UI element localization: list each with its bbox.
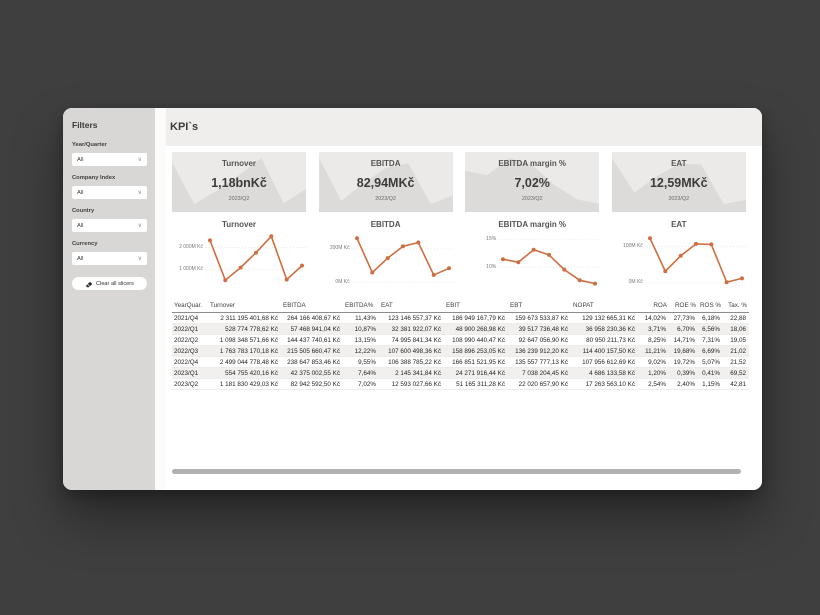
slicer-country — [72, 208, 147, 232]
y-axis-tick-label: 100M Kč — [623, 243, 643, 250]
table-cell: 14,02% — [638, 313, 669, 324]
table-cell: 123 146 557,37 Kč — [379, 313, 444, 324]
chevron-down-icon: ∨ — [137, 189, 142, 196]
table-cell: 42,81 — [723, 379, 749, 390]
table-cell: 2023/Q1 — [172, 368, 208, 379]
table-cell: 13,15% — [343, 335, 379, 346]
data-point[interactable] — [431, 273, 435, 277]
table-cell: 135 557 777,13 Kč — [508, 357, 571, 368]
table-cell: 129 132 665,31 Kč — [571, 313, 638, 324]
kpi-title: EBITDA margin % — [498, 159, 567, 168]
table-cell: 2 311 195 401,68 Kč — [208, 313, 281, 324]
slicer-selected-value: All — [77, 255, 84, 262]
table-cell: 108 990 440,47 Kč — [444, 335, 508, 346]
table-cell: 7,64% — [343, 368, 379, 379]
kpi-table — [172, 300, 749, 390]
slicer-selected-value: All — [77, 189, 84, 196]
line-chart-turnover[interactable] — [172, 220, 306, 298]
table-cell: 2021/Q4 — [172, 313, 208, 324]
table-cell: 0,41% — [698, 368, 723, 379]
kpi-value: 7,02% — [514, 176, 550, 190]
table-cell: 6,70% — [669, 324, 698, 335]
data-point[interactable] — [355, 236, 359, 240]
table-cell: 3,71% — [638, 324, 669, 335]
kpi-card-ebitda[interactable] — [319, 152, 453, 212]
y-axis — [465, 234, 499, 292]
y-axis — [172, 234, 206, 292]
page-title: KPI`s — [170, 121, 199, 133]
slicer-company-index — [72, 175, 147, 199]
table-cell: 159 673 533,87 Kč — [508, 313, 571, 324]
data-point[interactable] — [694, 242, 698, 246]
data-point[interactable] — [223, 278, 227, 282]
line-chart-ebitda-margin-[interactable] — [465, 220, 599, 298]
data-point[interactable] — [385, 256, 389, 260]
filters-title: Filters — [72, 120, 98, 130]
data-point[interactable] — [401, 244, 405, 248]
data-point[interactable] — [447, 266, 451, 270]
table-cell: 57 468 941,04 Kč — [281, 324, 343, 335]
column-header-ros-%[interactable]: ROS % — [698, 300, 723, 313]
table-cell: 92 647 056,90 Kč — [508, 335, 571, 346]
data-point[interactable] — [578, 278, 582, 282]
kpi-title: EBITDA — [370, 159, 401, 168]
data-point[interactable] — [547, 253, 551, 257]
table-cell: 106 388 785,22 Kč — [379, 357, 444, 368]
table-cell: 238 647 853,46 Kč — [281, 357, 343, 368]
slicer-label: Currency — [72, 241, 98, 247]
data-point[interactable] — [300, 264, 304, 268]
chart-plot-area — [612, 234, 746, 292]
table-cell: 22,88 — [723, 313, 749, 324]
table-row[interactable] — [172, 346, 749, 357]
y-axis-tick-label: 1 000M Kč — [179, 266, 203, 273]
report-title-band — [166, 108, 762, 146]
column-header-nopat[interactable]: NOPAT — [571, 300, 638, 313]
kpi-title: EAT — [671, 159, 687, 168]
table-header-row — [172, 300, 749, 313]
y-axis-tick-label: 0M Kč — [335, 278, 350, 285]
data-point[interactable] — [532, 248, 536, 252]
table-cell: 27,73% — [669, 313, 698, 324]
table-cell: 6,56% — [698, 324, 723, 335]
table-cell: 11,21% — [638, 346, 669, 357]
slicer-selected-value: All — [77, 156, 84, 163]
column-header-eat[interactable]: EAT — [379, 300, 444, 313]
data-point[interactable] — [501, 257, 505, 261]
table-cell: 186 949 167,79 Kč — [444, 313, 508, 324]
table-cell: 51 165 311,28 Kč — [444, 379, 508, 390]
column-header-roe-%[interactable]: ROE % — [669, 300, 698, 313]
chevron-down-icon: ∨ — [137, 255, 142, 262]
table-cell: 2 499 044 778,48 Kč — [208, 357, 281, 368]
chart-plot-area — [465, 234, 599, 292]
table-cell: 554 755 420,16 Kč — [208, 368, 281, 379]
table-cell: 74 995 841,34 Kč — [379, 335, 444, 346]
y-axis-tick-label: 10% — [486, 263, 497, 270]
chart-plot — [206, 234, 306, 292]
column-header-ebit[interactable]: EBIT — [444, 300, 508, 313]
table-cell: 21,52 — [723, 357, 749, 368]
table-cell: 9,02% — [638, 357, 669, 368]
chevron-down-icon: ∨ — [137, 222, 142, 229]
line-chart-row — [172, 220, 746, 298]
table-cell: 2022/Q1 — [172, 324, 208, 335]
table-cell: 2023/Q2 — [172, 379, 208, 390]
table-row[interactable] — [172, 313, 749, 324]
table-cell: 2,40% — [669, 379, 698, 390]
table-cell: 2,54% — [638, 379, 669, 390]
table-cell: 22 020 657,90 Kč — [508, 379, 571, 390]
table-cell: 19,72% — [669, 357, 698, 368]
dashboard-card — [63, 108, 762, 490]
table-cell: 158 896 253,05 Kč — [444, 346, 508, 357]
data-point[interactable] — [663, 269, 667, 273]
table-cell: 8,25% — [638, 335, 669, 346]
table-cell: 6,18% — [698, 313, 723, 324]
column-header-turnover[interactable]: Turnover — [208, 300, 281, 313]
kpi-value: 82,94MKč — [356, 176, 415, 190]
slicer-year-quarter — [72, 142, 147, 166]
table-cell: 32 381 922,07 Kč — [379, 324, 444, 335]
table-cell: 24 271 916,44 Kč — [444, 368, 508, 379]
slicer-dropdown[interactable] — [72, 219, 147, 232]
table-cell: 107 956 612,69 Kč — [571, 357, 638, 368]
data-point[interactable] — [724, 280, 728, 284]
kpi-value: 12,59MKč — [649, 176, 708, 190]
table-cell: 528 774 778,62 Kč — [208, 324, 281, 335]
line-chart-eat[interactable] — [612, 220, 746, 298]
table-cell: 6,69% — [698, 346, 723, 357]
data-point[interactable] — [562, 268, 566, 272]
table-cell: 114 400 157,50 Kč — [571, 346, 638, 357]
column-header-yearquar-[interactable]: YearQuar. — [172, 300, 208, 313]
column-header-tax-%[interactable]: Tax. % — [723, 300, 749, 313]
table-cell: 7,31% — [698, 335, 723, 346]
table-cell: 69,52 — [723, 368, 749, 379]
chart-plot — [353, 234, 453, 292]
kpi-card-eat[interactable] — [612, 152, 746, 212]
kpi-period: 2023/Q2 — [668, 196, 690, 202]
data-point[interactable] — [254, 251, 258, 255]
kpi-card-turnover[interactable] — [172, 152, 306, 212]
y-axis-tick-label: 200M Kč — [329, 245, 350, 252]
table-cell: 107 600 498,36 Kč — [379, 346, 444, 357]
chart-title: EAT — [671, 220, 687, 229]
table-cell: 18,06 — [723, 324, 749, 335]
chart-title: EBITDA margin % — [498, 220, 567, 229]
eraser-icon — [85, 280, 93, 288]
data-point[interactable] — [678, 254, 682, 258]
data-point[interactable] — [239, 266, 243, 270]
table-cell: 7 038 204,45 Kč — [508, 368, 571, 379]
table-cell: 0,39% — [669, 368, 698, 379]
horizontal-scrollbar[interactable] — [172, 469, 741, 474]
table-cell: 12 593 027,66 Kč — [379, 379, 444, 390]
table-cell: 2022/Q3 — [172, 346, 208, 357]
chart-plot — [499, 234, 599, 292]
table-cell: 82 942 592,50 Kč — [281, 379, 343, 390]
table-cell: 1 098 348 571,66 Kč — [208, 335, 281, 346]
table-cell: 7,02% — [343, 379, 379, 390]
data-point[interactable] — [593, 282, 597, 286]
slicer-dropdown[interactable] — [72, 186, 147, 199]
chart-title: EBITDA — [370, 220, 401, 229]
chart-line — [210, 236, 302, 280]
slicer-label: Company Index — [72, 175, 116, 181]
table-row[interactable] — [172, 368, 749, 379]
line-chart-ebitda[interactable] — [319, 220, 453, 298]
data-point[interactable] — [709, 242, 713, 246]
chart-title: Turnover — [221, 220, 257, 229]
slicer-currency — [72, 241, 147, 265]
kpi-period: 2023/Q2 — [521, 196, 543, 202]
chevron-down-icon: ∨ — [137, 156, 142, 163]
table-cell: 2 145 341,84 Kč — [379, 368, 444, 379]
table-cell: 48 900 268,98 Kč — [444, 324, 508, 335]
clear-all-slicers-button[interactable] — [72, 277, 147, 290]
data-point[interactable] — [269, 234, 273, 238]
table-cell: 1 763 783 170,18 Kč — [208, 346, 281, 357]
slicer-list — [72, 142, 147, 265]
table-cell: 1,15% — [698, 379, 723, 390]
table-cell: 5,07% — [698, 357, 723, 368]
data-point[interactable] — [740, 276, 744, 280]
table-cell: 21,02 — [723, 346, 749, 357]
data-point[interactable] — [285, 278, 289, 282]
chart-plot-area — [319, 234, 453, 292]
table-cell: 14,71% — [669, 335, 698, 346]
kpi-card-ebitda-margin-[interactable] — [465, 152, 599, 212]
y-axis-tick-label: 15% — [486, 236, 497, 242]
scrollbar-gutter[interactable] — [155, 108, 166, 490]
table-cell: 11,43% — [343, 313, 379, 324]
table-row[interactable] — [172, 335, 749, 346]
table-row[interactable] — [172, 357, 749, 368]
data-point[interactable] — [208, 238, 212, 242]
data-point[interactable] — [370, 271, 374, 275]
slicer-label: Year/Quarter — [72, 142, 107, 148]
table-cell: 215 505 660,47 Kč — [281, 346, 343, 357]
chart-line — [357, 238, 449, 275]
kpi-period: 2023/Q2 — [375, 196, 396, 202]
y-axis-tick-label: 2 000M Kč — [179, 243, 203, 250]
table-cell: 2022/Q4 — [172, 357, 208, 368]
slicer-selected-value: All — [77, 222, 84, 229]
slicer-label: Country — [72, 208, 95, 214]
table-cell: 4 686 133,58 Kč — [571, 368, 638, 379]
y-axis — [612, 234, 646, 292]
table-cell: 12,22% — [343, 346, 379, 357]
column-header-roa[interactable]: ROA — [638, 300, 669, 313]
table-cell: 144 437 740,61 Kč — [281, 335, 343, 346]
table-cell: 166 851 521,95 Kč — [444, 357, 508, 368]
report-main-area — [166, 108, 762, 490]
table-cell: 19,05 — [723, 335, 749, 346]
column-header-ebt[interactable]: EBT — [508, 300, 571, 313]
chart-plot-area — [172, 234, 306, 292]
table-cell: 36 958 230,36 Kč — [571, 324, 638, 335]
table-cell: 1,20% — [638, 368, 669, 379]
table-cell: 136 239 912,20 Kč — [508, 346, 571, 357]
chart-plot — [646, 234, 746, 292]
kpi-period: 2023/Q2 — [228, 196, 250, 202]
table-cell: 264 166 408,67 Kč — [281, 313, 343, 324]
table-cell: 17 263 563,10 Kč — [571, 379, 638, 390]
y-axis-tick-label: 0M Kč — [628, 279, 643, 286]
slicer-dropdown[interactable] — [72, 252, 147, 265]
table-row[interactable] — [172, 379, 749, 390]
table-cell: 39 517 736,48 Kč — [508, 324, 571, 335]
kpi-card-row — [172, 152, 746, 212]
data-point[interactable] — [416, 241, 420, 245]
table-cell: 19,68% — [669, 346, 698, 357]
data-point[interactable] — [648, 236, 652, 240]
kpi-title: Turnover — [221, 159, 257, 168]
table-cell: 80 950 211,73 Kč — [571, 335, 638, 346]
column-header-ebitda[interactable]: EBITDA — [281, 300, 343, 313]
table-cell: 1 181 830 429,03 Kč — [208, 379, 281, 390]
table-row[interactable] — [172, 324, 749, 335]
table-cell: 2022/Q2 — [172, 335, 208, 346]
column-header-ebitda%[interactable]: EBITDA% — [343, 300, 379, 313]
slicer-dropdown[interactable] — [72, 153, 147, 166]
data-point[interactable] — [516, 260, 520, 264]
clear-all-slicers-label: Clear all slicers — [96, 280, 134, 287]
table-cell: 42 375 002,55 Kč — [281, 368, 343, 379]
filters-sidebar — [63, 108, 155, 490]
kpi-value: 1,18bnKč — [211, 176, 267, 190]
table-cell: 9,55% — [343, 357, 379, 368]
table-cell: 10,87% — [343, 324, 379, 335]
y-axis — [319, 234, 353, 292]
